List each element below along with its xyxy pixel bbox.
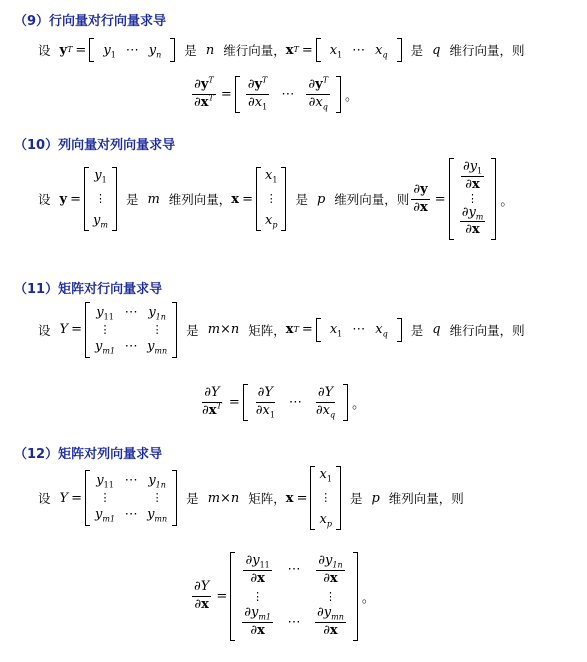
section-11-result-row: $\frac{\partial Y}{\partial x_1}$ ⋯ $\frac{\partial Y}{\partial x_q}$ bbox=[243, 384, 348, 421]
section-12-heading: （12）矩阵对列向量求导 bbox=[14, 447, 163, 462]
x-row-vector: $x_1$ ⋯ $x_q$ bbox=[316, 318, 402, 342]
dY-dx-fraction: $\frac{\partial Y}{\partial x}$ bbox=[194, 579, 210, 613]
section-10-result-column: $\frac{\partial y_1}{\partial x}$ ⋮ $\frac{\partial y_m}{\partial x}$ bbox=[449, 158, 497, 240]
section-11-formula: $\frac{\partial Y}{\partial x^T}$ = $\frac{\partial Y}{\partial x_1}$ ⋯ $\frac{\partial Y}{\partial x_q}$ 。 bbox=[202, 385, 366, 420]
x-column-vector: $x_1$ ⋮ $x_p$ bbox=[310, 466, 340, 530]
section-9-heading: （9）行向量对行向量求导 bbox=[14, 14, 167, 29]
section-12-result-matrix: $\frac{\partial y_{11}}{\partial x}$ ⋯ $\frac{\partial y_{1n}}{\partial x}$ ⋮ ⋮ $\frac{\partial y_{m1}}{\partial x}$ ⋯ $\frac{\partial y_{mn}}{\partial x}$ bbox=[230, 552, 358, 641]
section-11-statement: 设 Y = $y_{11}$ ⋯ $y_{1n}$ ⋮ ⋮ $y_{m1}$ ⋯ $y_{mn}$ 是 m×n 矩阵， x T = $x_1$ ⋯ $x_q$ 是 q 维行向量，则 bbox=[38, 302, 525, 358]
y-row-vector: $y_1$ ⋯ $y_n$ bbox=[89, 38, 175, 62]
section-9-formula: $\frac{\partial y^T}{\partial x^T}$ = $\frac{\partial y^T}{\partial x_1}$ ⋯ $\frac{\partial y^T}{\partial x_q}$ 。 bbox=[194, 75, 359, 112]
y-column-vector: $y_1$ ⋮ $y_m$ bbox=[84, 167, 117, 231]
section-12-statement: 设 Y = $y_{11}$ ⋯ $y_{1n}$ ⋮ ⋮ $y_{m1}$ ⋯ $y_{mn}$ 是 m×n 矩阵， x = $x_1$ ⋮ $x_p$ 是 p 维列向量，则 bbox=[38, 467, 464, 529]
dY-dxT-fraction: $\frac{\partial Y}{\partial x^T}$ bbox=[202, 385, 222, 418]
dy-dx-fraction: $\frac{\partial y}{\partial x}$ bbox=[413, 181, 428, 215]
x-row-vector: $x_1$ ⋯ $x_q$ bbox=[316, 38, 402, 62]
Y-matrix: $y_{11}$ ⋯ $y_{1n}$ ⋮ ⋮ $y_{m1}$ ⋯ $y_{mn}$ bbox=[85, 302, 177, 358]
Y-matrix: $y_{11}$ ⋯ $y_{1n}$ ⋮ ⋮ $y_{m1}$ ⋯ $y_{mn}$ bbox=[85, 470, 177, 526]
section-11-heading: （11）矩阵对行向量求导 bbox=[14, 282, 163, 297]
section-10-statement: 设 y = $y_1$ ⋮ $y_m$ 是 m 维列向量， x = $x_1$ ⋮ $x_p$ 是 p 维列向量，则 $\frac{\partial y}{\partial x}$ = $\frac{\partial y_1}{\partial x}$ ⋮ $\frac{\partial y_m}{\partial x}$ 。 bbox=[38, 158, 513, 240]
dyT-dxT-fraction: $\frac{\partial y^T}{\partial x^T}$ bbox=[194, 75, 214, 110]
section-9-result-row: $\frac{\partial y^T}{\partial x_1}$ ⋯ $\frac{\partial y^T}{\partial x_q}$ bbox=[235, 76, 341, 113]
section-12-formula: $\frac{\partial Y}{\partial x}$ = $\frac{\partial y_{11}}{\partial x}$ ⋯ $\frac{\partial y_{1n}}{\partial x}$ ⋮ ⋮ $\frac{\partial y_{m1}}{\partial x}$ ⋯ $\frac{\partial y_{mn}}{\partial x}$ 。 bbox=[190, 552, 375, 641]
section-10-heading: （10）列向量对列向量求导 bbox=[14, 138, 176, 153]
x-column-vector: $x_1$ ⋮ $x_p$ bbox=[256, 167, 286, 231]
section-9-statement: 设 y T = $y_1$ ⋯ $y_n$ 是 n 维行向量， x T = $x_1$ ⋯ $x_q$ 是 q 维行向量，则 bbox=[38, 38, 524, 62]
